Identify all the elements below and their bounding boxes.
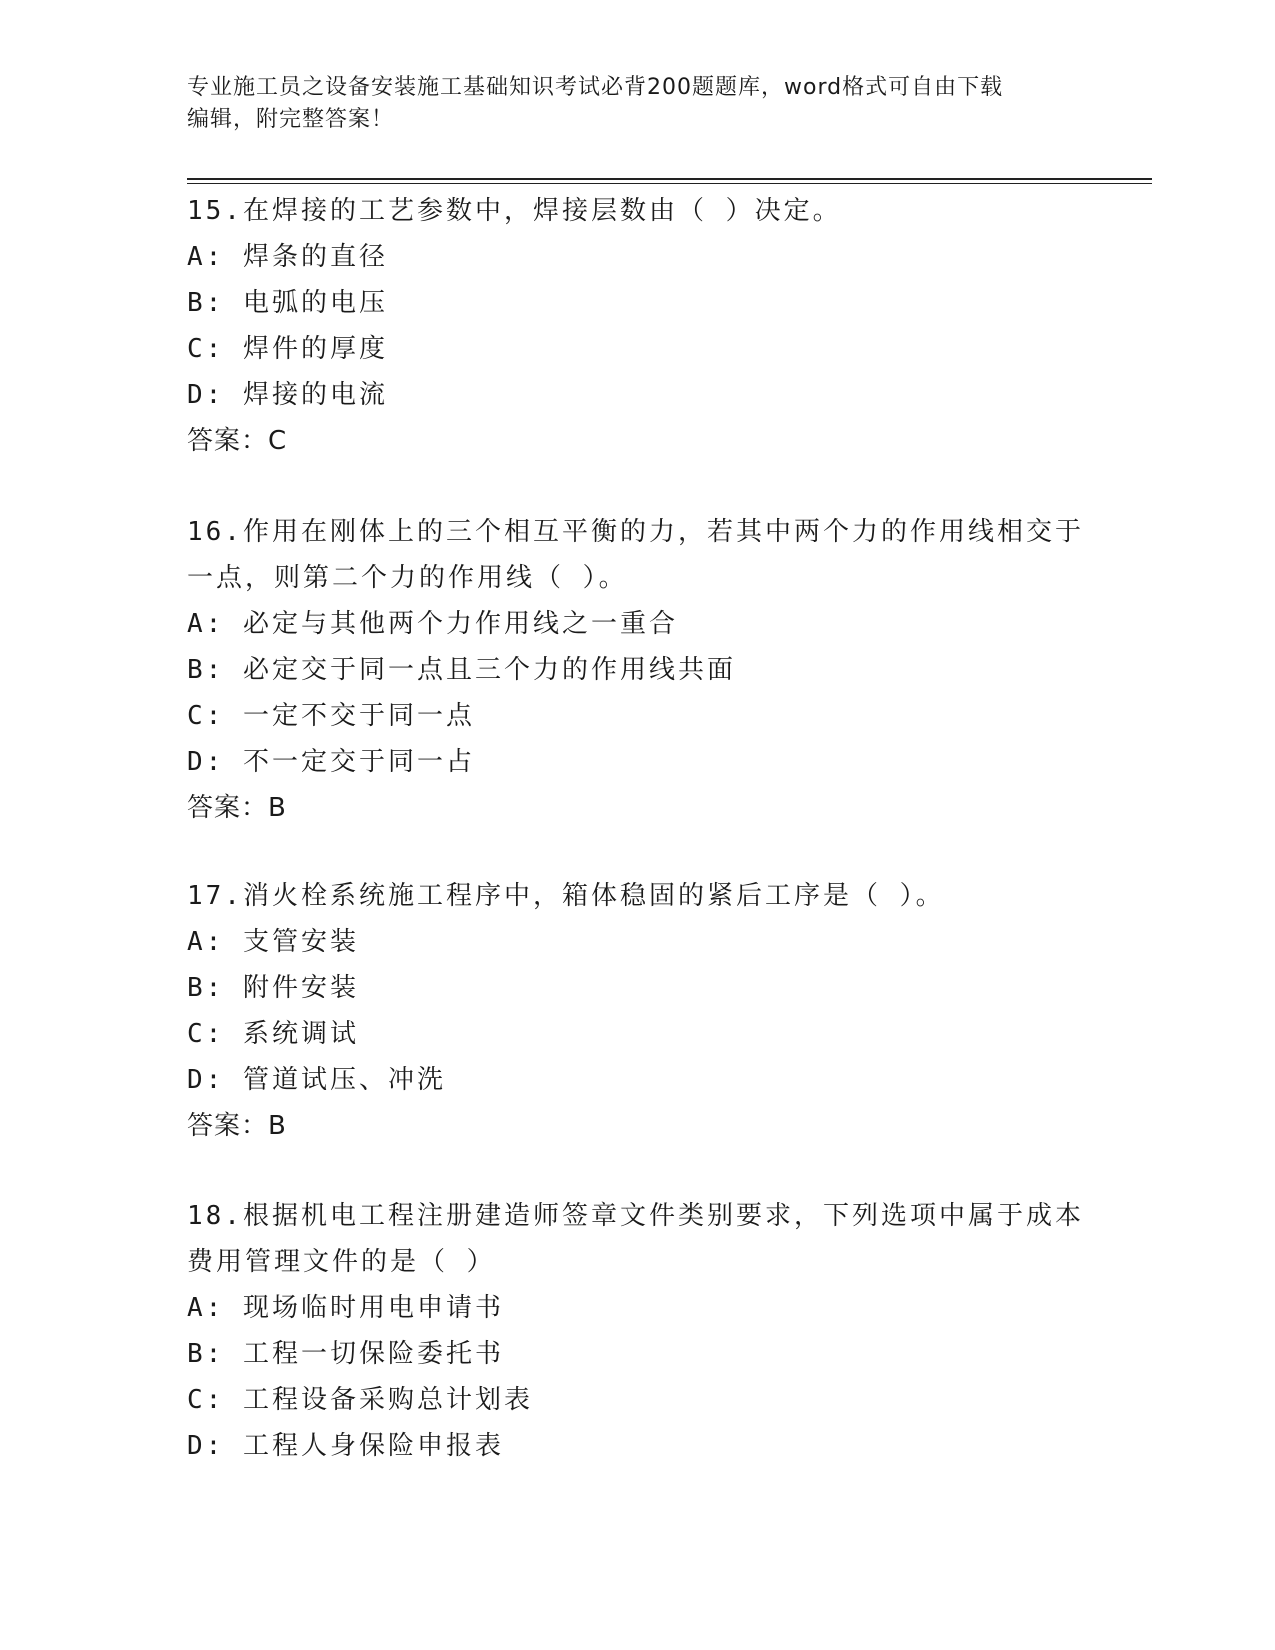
- question-block: [187, 1193, 1087, 1469]
- question-stem: 15.在焊接的工艺参数中，焊接层数由（ ）决定。: [187, 196, 842, 226]
- option-b: B: 附件安装: [187, 973, 359, 1003]
- option-b: B: 必定交于同一点且三个力的作用线共面: [187, 655, 736, 685]
- option-a: A: 焊条的直径: [187, 242, 388, 272]
- option-b: B: 工程一切保险委托书: [187, 1339, 504, 1369]
- option-a: A: 必定与其他两个力作用线之一重合: [187, 609, 678, 639]
- question-block: [187, 873, 1087, 1149]
- option-c: C: 系统调试: [187, 1019, 359, 1049]
- question-stem-continued: 费用管理文件的是（ ）: [187, 1247, 496, 1277]
- option-c: C: 一定不交于同一点: [187, 701, 475, 731]
- document-header: [187, 72, 1087, 136]
- question-stem-continued: 一点，则第二个力的作用线（ ）。: [187, 563, 628, 593]
- option-d: D: 焊接的电流: [187, 380, 388, 410]
- header-divider-thick: [187, 178, 1152, 180]
- option-c: C: 焊件的厚度: [187, 334, 388, 364]
- question-block: [187, 509, 1087, 831]
- option-d: D: 工程人身保险申报表: [187, 1431, 504, 1461]
- header-line-1: 专业施工员之设备安装施工基础知识考试必背200题题库，word格式可自由下载: [187, 75, 1004, 100]
- option-a: A: 支管安装: [187, 927, 359, 957]
- question-stem: 18.根据机电工程注册建造师签章文件类别要求，下列选项中属于成本: [187, 1201, 1084, 1231]
- header-line-2: 编辑，附完整答案！: [187, 107, 395, 132]
- option-c: C: 工程设备采购总计划表: [187, 1385, 533, 1415]
- option-d: D: 不一定交于同一占: [187, 747, 475, 777]
- option-d: D: 管道试压、冲洗: [187, 1065, 446, 1095]
- option-b: B: 电弧的电压: [187, 288, 388, 318]
- question-block: [187, 188, 1087, 464]
- question-stem: 16.作用在刚体上的三个相互平衡的力，若其中两个力的作用线相交于: [187, 517, 1084, 547]
- option-a: A: 现场临时用电申请书: [187, 1293, 504, 1323]
- answer-line: 答案：B: [187, 1111, 287, 1141]
- answer-line: 答案：B: [187, 793, 287, 823]
- question-stem: 17.消火栓系统施工程序中，箱体稳固的紧后工序是（ ）。: [187, 881, 945, 911]
- answer-line: 答案：C: [187, 426, 288, 456]
- header-divider-thin: [187, 183, 1152, 184]
